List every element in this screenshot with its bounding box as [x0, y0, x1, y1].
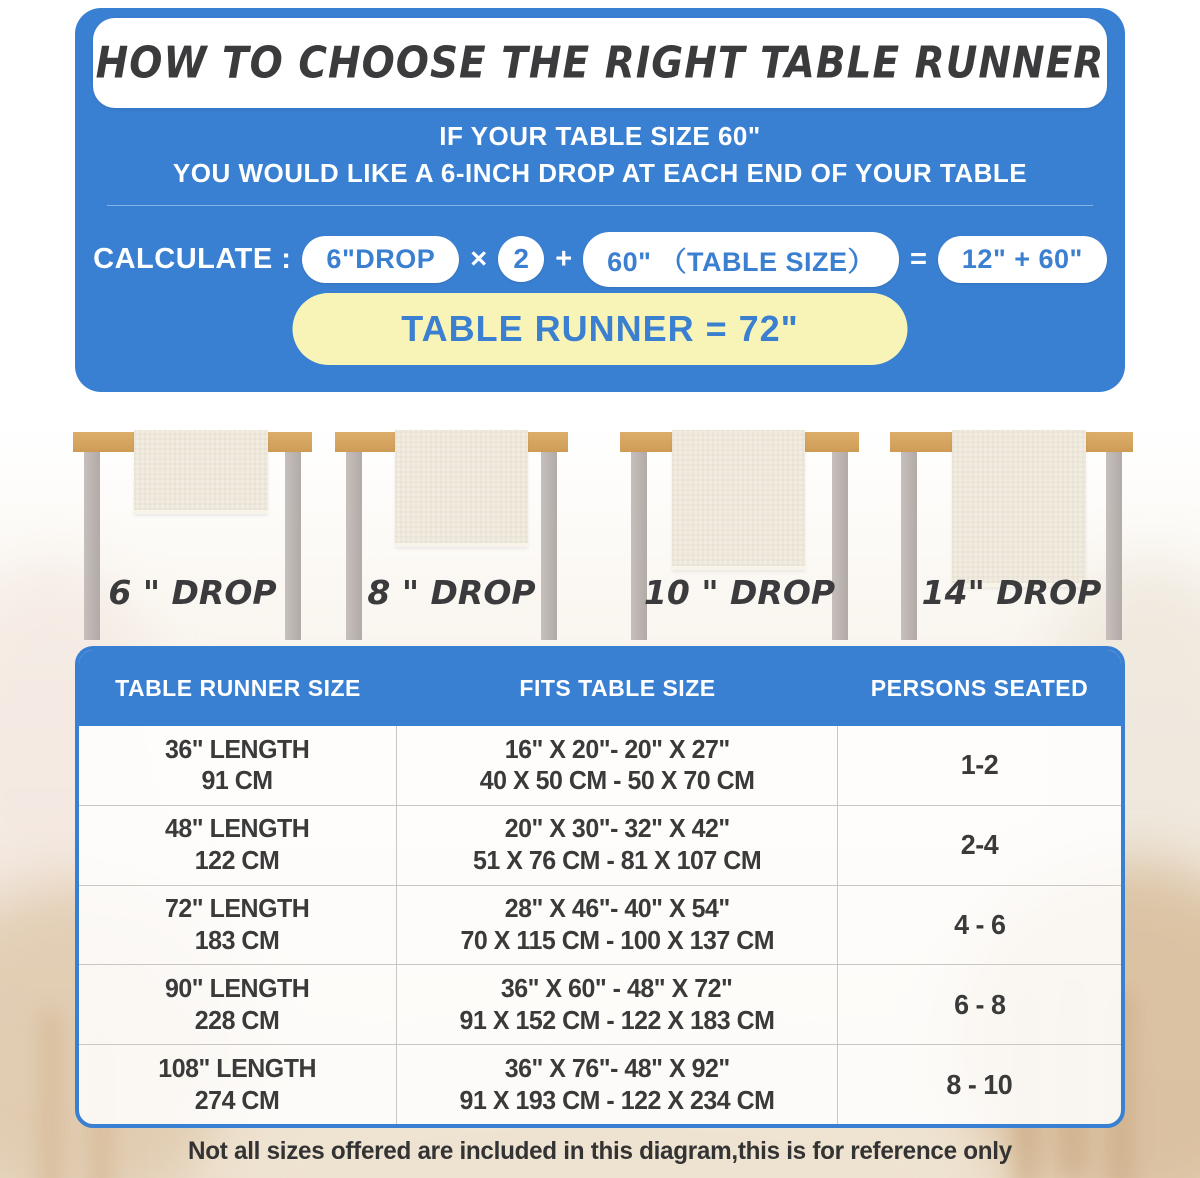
- persons-count: 2-4: [960, 829, 999, 861]
- column-header-runner-size: TABLE RUNNER SIZE: [115, 674, 361, 701]
- table-row: [79, 1044, 1121, 1124]
- runner-length-cm: 228 CM: [195, 1004, 280, 1035]
- persons-seated-cell: [838, 726, 1121, 805]
- table-row: [79, 726, 1121, 805]
- fits-size-inches: 16" X 20"- 20" X 27": [504, 733, 730, 764]
- fits-size-cm: 91 X 152 CM - 122 X 183 CM: [459, 1004, 775, 1035]
- runner-length-inches: 48" LENGTH: [165, 813, 310, 844]
- persons-seated-cell: [838, 806, 1121, 885]
- multiply-operator: ×: [470, 242, 488, 275]
- fits-size-cm: 91 X 193 CM - 122 X 234 CM: [459, 1084, 775, 1115]
- drop-illustration-14: [890, 430, 1133, 670]
- persons-count: 6 - 8: [953, 988, 1006, 1020]
- table-row: [79, 805, 1121, 885]
- size-table-body: [79, 726, 1121, 1124]
- table-size-pill: 60" （TABLE SIZE）: [583, 232, 899, 287]
- fits-table-size-cell: [397, 886, 838, 965]
- table-runner: [134, 430, 268, 514]
- fits-size-cm: 40 X 50 CM - 50 X 70 CM: [479, 765, 755, 796]
- drop-label: 14" DROP: [921, 573, 1102, 612]
- calculate-label: CALCULATE :: [93, 242, 292, 275]
- fits-size-cm: 51 X 76 CM - 81 X 107 CM: [472, 845, 762, 876]
- runner-length-cm: 274 CM: [195, 1084, 280, 1115]
- table-runner: [672, 430, 805, 570]
- disclaimer-note: Not all sizes offered are included in this diagram,this is for reference only: [188, 1137, 1012, 1165]
- persons-seated-cell: [838, 965, 1121, 1044]
- drop-label: 10 " DROP: [643, 573, 836, 612]
- size-reference-table: [75, 646, 1125, 1128]
- runner-length-cm: 122 CM: [195, 845, 280, 876]
- equals-operator: =: [909, 242, 927, 275]
- drop-label: 6 " DROP: [108, 573, 277, 612]
- fits-size-inches: 28" X 46"- 40" X 54": [504, 893, 730, 924]
- calculation-row: [93, 234, 1107, 284]
- table-row: [79, 964, 1121, 1044]
- runner-length-inches: 36" LENGTH: [165, 733, 310, 764]
- fits-table-size-cell: [397, 1045, 838, 1124]
- drop-illustration-6: [73, 430, 312, 670]
- runner-length-inches: 72" LENGTH: [165, 893, 310, 924]
- drop-label: 8 " DROP: [367, 573, 536, 612]
- fits-table-size-cell: [397, 806, 838, 885]
- fits-size-inches: 20" X 30"- 32" X 42": [504, 813, 730, 844]
- plus-operator: +: [555, 242, 573, 275]
- persons-count: 4 - 6: [953, 908, 1006, 940]
- runner-size-cell: [79, 1045, 397, 1124]
- runner-length-inches: 90" LENGTH: [165, 973, 310, 1004]
- runner-size-cell: [79, 806, 397, 885]
- fits-size-inches: 36" X 76"- 48" X 92": [504, 1052, 730, 1083]
- title-box: [93, 18, 1107, 108]
- table-runner: [395, 430, 528, 547]
- persons-count: 8 - 10: [946, 1068, 1013, 1100]
- multiplier-circle: 2: [498, 236, 544, 282]
- persons-seated-cell: [838, 1045, 1121, 1124]
- fits-size-cm: 70 X 115 CM - 100 X 137 CM: [460, 924, 774, 955]
- column-header-persons-seated: PERSONS SEATED: [870, 674, 1089, 701]
- persons-seated-cell: [838, 886, 1121, 965]
- runner-size-cell: [79, 726, 397, 805]
- runner-size-cell: [79, 886, 397, 965]
- divider-line: [107, 205, 1093, 206]
- drop-value-pill: 6"DROP: [302, 236, 459, 283]
- subtitle-line-1: IF YOUR TABLE SIZE 60": [439, 121, 761, 151]
- drop-illustration-8: [335, 430, 568, 670]
- page-title: HOW TO CHOOSE THE RIGHT TABLE RUNNER: [95, 37, 1105, 89]
- fits-size-inches: 36" X 60" - 48" X 72": [501, 973, 733, 1004]
- column-header-fits-table-size: FITS TABLE SIZE: [519, 674, 716, 701]
- drop-illustration-10: [620, 430, 859, 670]
- table-row: [79, 885, 1121, 965]
- sum-pill: 12" + 60": [938, 236, 1107, 283]
- fits-table-size-cell: [397, 965, 838, 1044]
- result-pill: TABLE RUNNER = 72": [293, 293, 908, 365]
- runner-size-cell: [79, 965, 397, 1044]
- table-runner: [952, 430, 1086, 587]
- runner-length-inches: 108" LENGTH: [158, 1052, 317, 1083]
- size-table-header: [79, 650, 1121, 726]
- persons-count: 1-2: [960, 749, 999, 781]
- subtitle-line-2: YOU WOULD LIKE A 6-INCH DROP AT EACH END OF YOUR TABLE: [172, 158, 1028, 188]
- runner-length-cm: 91 CM: [201, 765, 274, 796]
- hero-panel: [75, 8, 1125, 392]
- runner-length-cm: 183 CM: [195, 924, 280, 955]
- fits-table-size-cell: [397, 726, 838, 805]
